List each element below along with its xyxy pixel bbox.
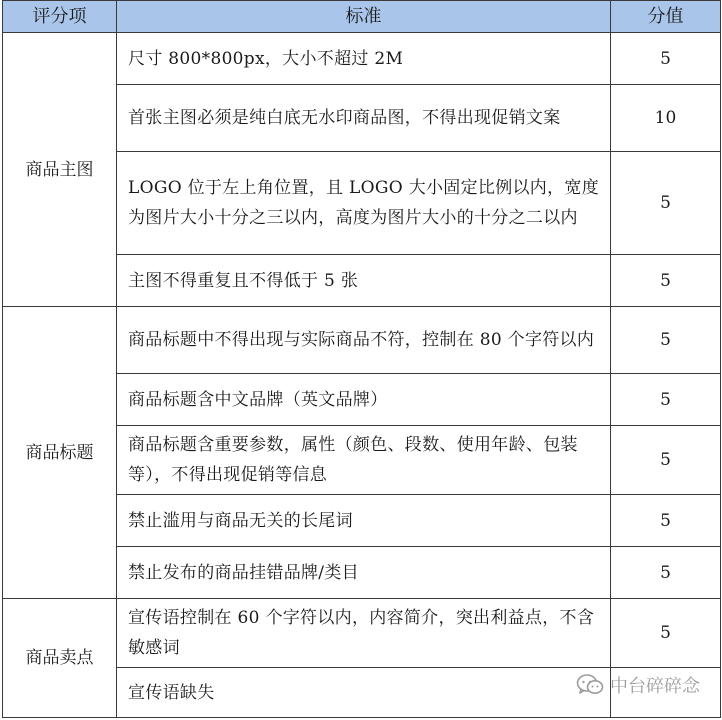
table-row [3,33,721,85]
score-cell: 5 [611,255,721,307]
watermark-text: 中台碎碎念 [610,676,700,697]
header-row [3,1,721,33]
criterion-cell: 宣传语缺失 [117,668,611,718]
table-row [3,599,721,668]
score-cell: 5 [611,547,721,599]
score-cell: 5 [611,495,721,547]
header-score: 分值 [611,1,721,33]
criterion-cell: 尺寸 800*800px，大小不超过 2M [117,33,611,85]
score-cell: 5 [611,374,721,426]
score-cell: 10 [611,85,721,152]
header-category: 评分项 [3,1,117,33]
category-product-title: 商品标题 [3,307,117,599]
score-cell: 5 [611,33,721,85]
category-selling-point: 商品卖点 [3,599,117,718]
watermark [576,672,700,698]
wechat-logo-icon [576,673,604,697]
category-main-image: 商品主图 [3,33,117,307]
criterion-cell: 首张主图必须是纯白底无水印商品图，不得出现促销文案 [117,85,611,152]
criterion-cell: 主图不得重复且不得低于 5 张 [117,255,611,307]
criterion-cell: 商品标题含重要参数，属性（颜色、段数、使用年龄、包装等），不得出现促销等信息 [117,426,611,495]
table-row [3,307,721,374]
criterion-cell: 禁止发布的商品挂错品牌/类目 [117,547,611,599]
criterion-cell: 商品标题中不得出现与实际商品不符，控制在 80 个字符以内 [117,307,611,374]
criterion-cell: 禁止滥用与商品无关的长尾词 [117,495,611,547]
criterion-cell: LOGO 位于左上角位置，且 LOGO 大小固定比例以内，宽度为图片大小十分之三以内，高度为图片大小的十分之二以内 [117,152,611,255]
criterion-cell: 商品标题含中文品牌（英文品牌） [117,374,611,426]
score-cell: 5 [611,152,721,255]
score-cell: 5 [611,426,721,495]
criterion-cell: 宣传语控制在 60 个字符以内，内容简介，突出利益点，不含敏感词 [117,599,611,668]
score-cell: 5 [611,307,721,374]
score-cell: 5 [611,599,721,668]
header-criterion: 标准 [117,1,611,33]
scoring-table [2,0,721,718]
